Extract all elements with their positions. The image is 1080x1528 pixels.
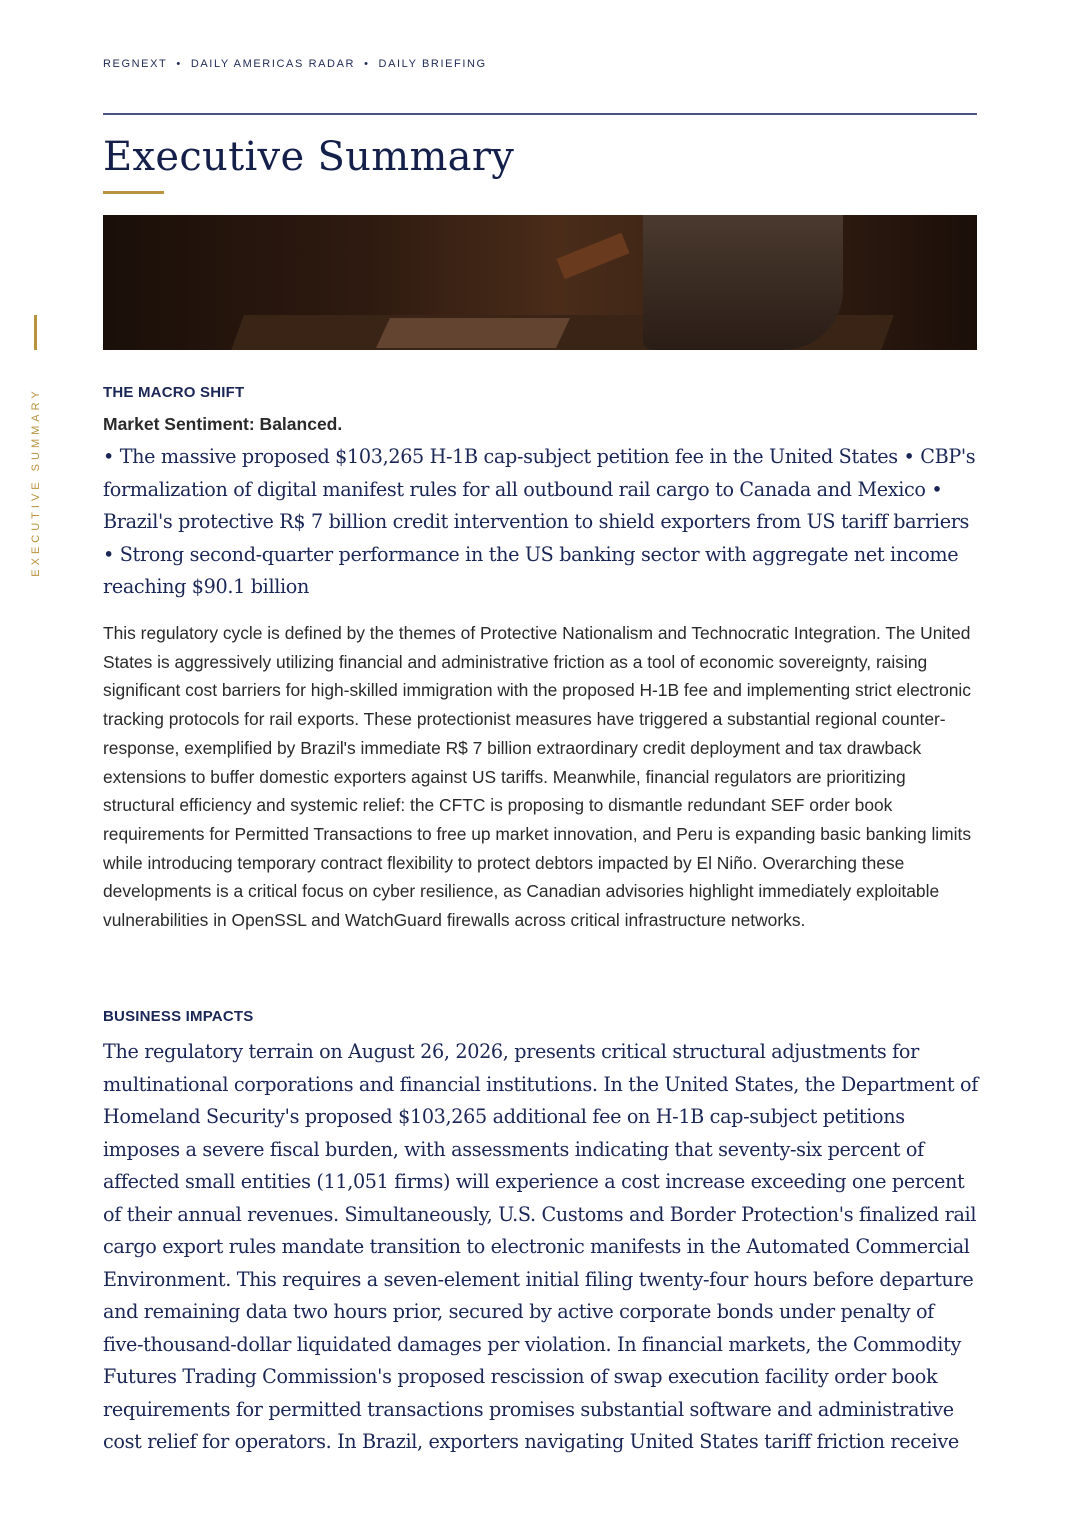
side-section-label: EXECUTIVE SUMMARY — [30, 387, 42, 577]
hero-image — [103, 215, 977, 350]
hero-paper-shape — [376, 318, 570, 348]
business-impacts-heading: BUSINESS IMPACTS — [103, 1008, 254, 1025]
title-underline — [103, 191, 164, 194]
hero-figure-shape — [643, 215, 843, 350]
header-divider — [103, 113, 977, 115]
business-impacts-body: The regulatory terrain on August 26, 2026, presents critical structural adjustments for multinational corporations and financial institutions. In the United States, the Department of Homeland Security's proposed $103,265 additional fee on H-1B cap-subject petitions imposes a severe fiscal burden, with assessments indicating that seventy-six percent of affected small entities (11,051 firms) will experience a cost increase exceeding one percent of their annual revenues. Simultaneously, U.S. Customs and Border Protection's finalized rail cargo export rules mandate transition to electronic manifests in the Automated Commercial Environment. This requires a seven-element initial filing twenty-four hours before departure and remaining data two hours prior, secured by active corporate bonds under penalty of five-thousand-dollar liquidated damages per violation. In financial markets, the Commodity Futures Trading Commission's proposed rescission of swap execution facility order book requirements for permitted transactions promises substantial software and administrative cost relief for operators. In Brazil, exporters navigating United States tariff friction receive — [103, 1040, 978, 1453]
breadcrumb-item-series: DAILY AMERICAS RADAR — [190, 58, 356, 70]
market-sentiment: Market Sentiment: Balanced. — [103, 414, 343, 434]
macro-highlights: • The massive proposed $103,265 H-1B cap-subject petition fee in the United States • CBP's formalization of digital manifest rules for all outbound rail cargo to Canada and Mexico • Brazil's protective R$ 7 billion credit intervention to shield exporters from US tariff barriers • Strong second-quarter performance in the US banking sector with aggregate net income reaching $90.1 billion — [103, 445, 976, 598]
breadcrumb-item-publisher: REGNEXT — [103, 58, 168, 70]
macro-shift-body: This regulatory cycle is defined by the themes of Protective Nationalism and Technocratic Integration. The United States is aggressively utilizing financial and administrative friction as a tool of economic sovereignty, raising significant cost barriers for high-skilled immigration with the proposed H-1B fee and implementing strict electronic tracking protocols for rail exports. These protectionist measures have triggered a substantial regional counter-response, exemplified by Brazil's immediate R$ 7 billion extraordinary credit deployment and tax drawback extensions to buffer domestic exporters against US tariffs. Meanwhile, financial regulators are prioritizing structural efficiency and systemic relief: the CFTC is proposing to dismantle redundant SEF order book requirements for Permitted Transactions to free up market innovation, and Peru is expanding basic banking limits while introducing temporary contract flexibility to protect debtors impacted by El Niño. Overarching these developments is a critical focus on cyber resilience, as Canadian advisories highlight immediately exploitable vulnerabilities in OpenSSL and WatchGuard firewalls across critical infrastructure networks. — [103, 623, 972, 931]
hero-book-shape — [556, 233, 629, 280]
breadcrumb — [103, 58, 487, 70]
macro-shift-heading: THE MACRO SHIFT — [103, 384, 245, 401]
breadcrumb-separator: • — [364, 58, 370, 70]
breadcrumb-item-type: DAILY BRIEFING — [378, 58, 487, 70]
breadcrumb-separator: • — [176, 58, 182, 70]
page-title: Executive Summary — [103, 134, 515, 180]
side-accent-bar — [34, 315, 37, 350]
